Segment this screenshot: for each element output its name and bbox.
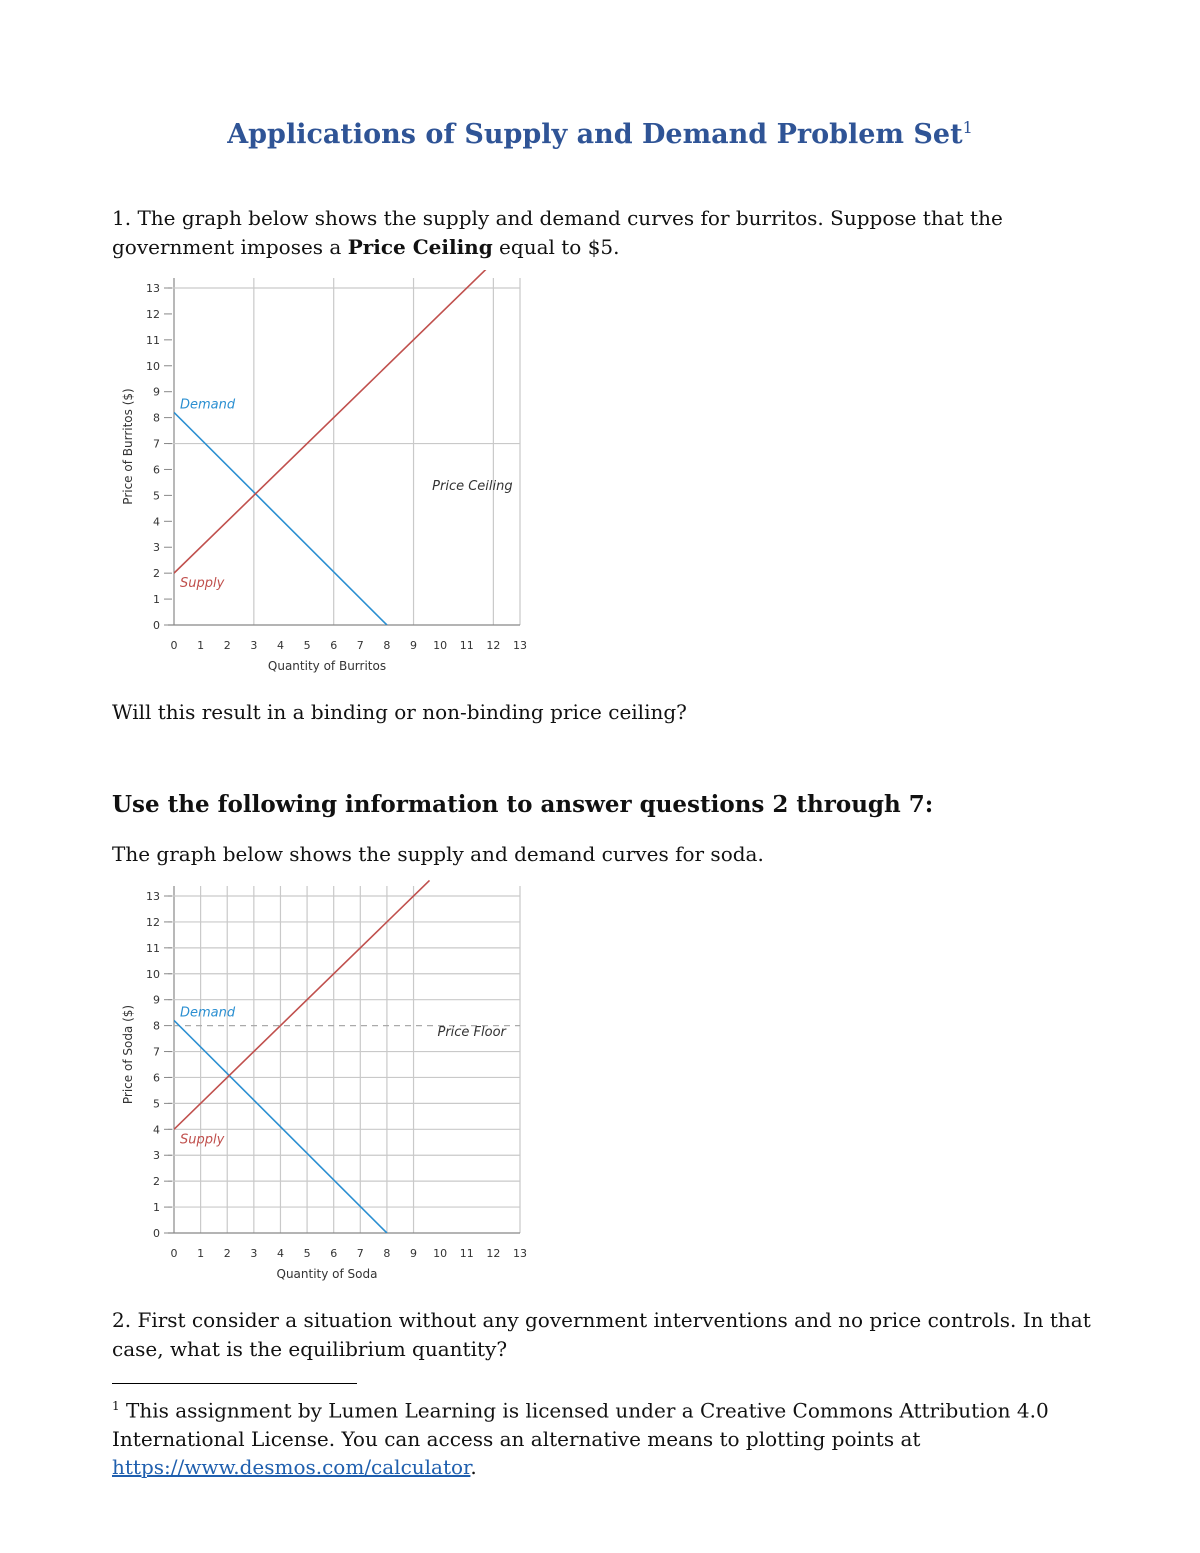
- y-tick-label: 1: [153, 1201, 160, 1215]
- demand-curve: [174, 412, 387, 625]
- y-tick-label: 13: [146, 282, 160, 295]
- footnote-end: .: [470, 1454, 477, 1479]
- y-tick-label: 7: [153, 437, 160, 451]
- x-tick-label: 2: [223, 639, 231, 652]
- x-tick-label: 10: [433, 1247, 448, 1260]
- x-tick-label: 6: [330, 1247, 338, 1260]
- x-tick-label: 7: [356, 639, 364, 652]
- x-tick-label: 4: [276, 639, 284, 652]
- x-tick-label: 13: [513, 639, 527, 652]
- x-tick-label: 0: [170, 1247, 178, 1260]
- y-tick-label: 3: [153, 1149, 160, 1163]
- title-footnote-mark[interactable]: 1: [962, 118, 973, 137]
- y-tick-label: 4: [153, 515, 160, 529]
- x-tick-label: 4: [276, 1247, 284, 1260]
- x-tick-label: 8: [383, 639, 391, 652]
- y-tick-label: 2: [153, 567, 160, 581]
- q1-bold-term: Price Ceiling: [347, 235, 493, 259]
- desmos-link[interactable]: https://www.desmos.com/calculator: [112, 1454, 471, 1479]
- y-tick-label: 13: [146, 890, 160, 903]
- demand-label: Demand: [180, 1005, 236, 1021]
- y-tick-label: 12: [146, 915, 160, 929]
- question-2: 2. First consider a situation without any government interventions and no price controls. In that case, what is the equilibrium quantity?: [112, 1308, 1091, 1361]
- x-tick-label: 7: [356, 1247, 364, 1260]
- soda-supply-demand-chart: [110, 878, 530, 1288]
- y-tick-label: 12: [146, 307, 160, 321]
- q1-text-end: equal to $5.: [492, 235, 620, 259]
- y-tick-label: 5: [153, 489, 160, 503]
- y-tick-label: 8: [153, 1019, 160, 1033]
- x-tick-label: 6: [330, 639, 338, 652]
- reference-label: Price Floor: [437, 1024, 506, 1040]
- x-tick-label: 12: [486, 1247, 501, 1260]
- question-1: [112, 204, 1092, 262]
- y-tick-label: 7: [153, 1045, 160, 1059]
- x-tick-label: 2: [223, 1247, 231, 1260]
- y-tick-label: 2: [153, 1175, 160, 1189]
- x-tick-label: 10: [433, 639, 448, 652]
- burrito-supply-demand-chart: [110, 270, 530, 680]
- question-1-prompt: Will this result in a binding or non-binding price ceiling?: [112, 700, 687, 724]
- y-tick-label: 1: [153, 593, 160, 607]
- y-tick-label: 9: [153, 993, 160, 1007]
- y-axis-label: Price of Burritos ($): [121, 388, 135, 505]
- x-tick-label: 9: [410, 1247, 418, 1260]
- y-tick-label: 6: [153, 1071, 160, 1085]
- section-intro: The graph below shows the supply and demand curves for soda.: [112, 842, 764, 866]
- x-tick-label: 5: [303, 1247, 311, 1260]
- x-tick-label: 12: [486, 639, 501, 652]
- y-tick-label: 4: [153, 1123, 160, 1137]
- reference-label: Price Ceiling: [432, 479, 513, 495]
- x-tick-label: 9: [410, 639, 418, 652]
- page-title: [0, 118, 1200, 150]
- footnote-text: This assignment by Lumen Learning is licensed under a Creative Commons Attribution 4.0 International License. You can access an alternative means to plotting points at: [112, 1398, 1049, 1451]
- q1-text: 1. The graph below shows the supply and demand curves for burritos. Suppose that the government imposes a: [112, 206, 1003, 259]
- x-tick-label: 3: [250, 1247, 258, 1260]
- y-tick-label: 10: [146, 359, 160, 373]
- x-axis-label: Quantity of Soda: [276, 1267, 378, 1281]
- y-tick-label: 9: [153, 385, 160, 399]
- supply-label: Supply: [180, 1132, 225, 1148]
- x-tick-label: 11: [459, 1247, 474, 1260]
- x-tick-label: 13: [513, 1247, 527, 1260]
- x-tick-label: 0: [170, 639, 178, 652]
- x-axis-label: Quantity of Burritos: [267, 659, 387, 673]
- y-tick-label: 0: [153, 1227, 160, 1240]
- y-tick-label: 11: [146, 333, 160, 347]
- y-axis-label: Price of Soda ($): [121, 1004, 135, 1105]
- title-text: Applications of Supply and Demand Problem Set: [227, 119, 963, 150]
- footnote: [112, 1392, 1092, 1481]
- x-tick-label: 5: [303, 639, 311, 652]
- y-tick-label: 5: [153, 1097, 160, 1111]
- supply-label: Supply: [180, 576, 225, 592]
- y-tick-label: 11: [146, 941, 160, 955]
- y-tick-label: 10: [146, 967, 160, 981]
- x-tick-label: 3: [250, 639, 258, 652]
- x-tick-label: 1: [197, 1247, 205, 1260]
- footnote-divider: [112, 1383, 357, 1384]
- y-tick-label: 3: [153, 541, 160, 555]
- y-tick-label: 0: [153, 619, 160, 632]
- section-heading: Use the following information to answer questions 2 through 7:: [112, 791, 934, 818]
- x-tick-label: 8: [383, 1247, 391, 1260]
- demand-label: Demand: [180, 397, 236, 413]
- y-tick-label: 6: [153, 463, 160, 477]
- y-tick-label: 8: [153, 411, 160, 425]
- footnote-mark: 1: [112, 1399, 120, 1413]
- x-tick-label: 1: [197, 639, 205, 652]
- x-tick-label: 11: [459, 639, 474, 652]
